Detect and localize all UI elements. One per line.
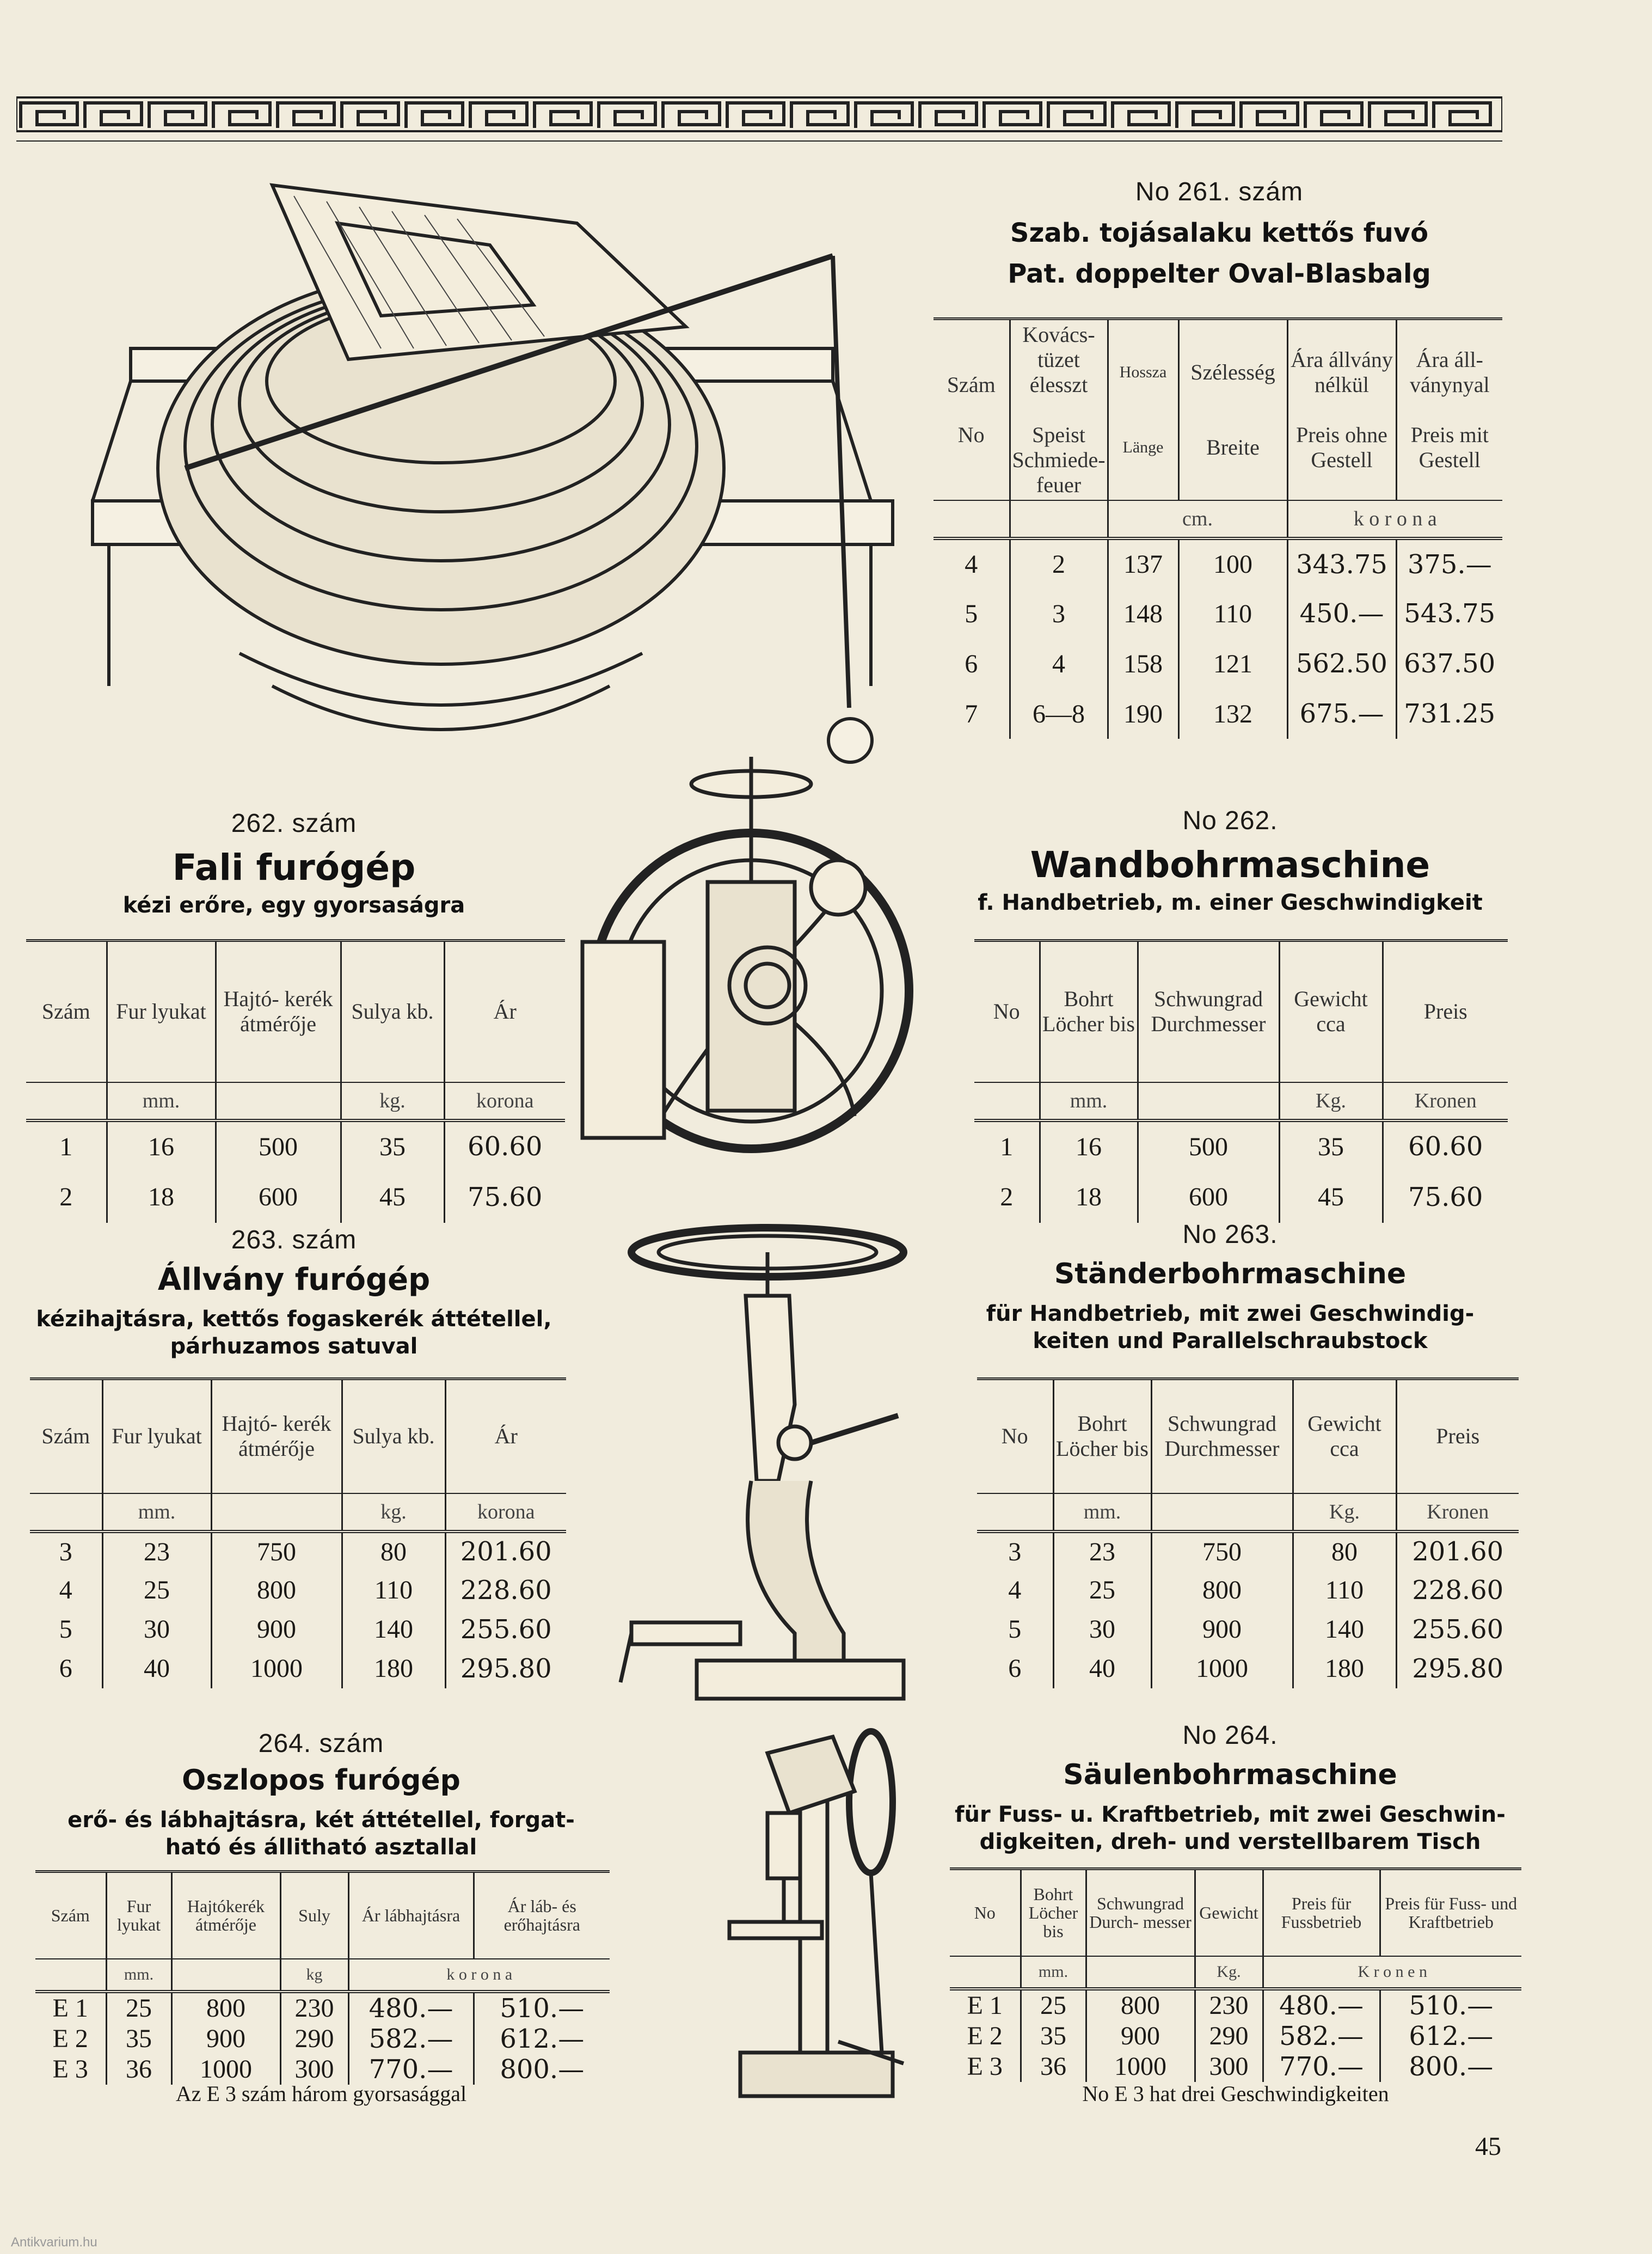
item262-title-hu: Fali furógép [172, 847, 416, 889]
col-szam: Szám [947, 372, 996, 397]
item263-hu-cell: 110 [342, 1571, 445, 1610]
item261-cell: 4 [965, 550, 978, 579]
item263-hu-cell: 800 [211, 1571, 342, 1610]
item264-table-de [950, 1867, 1521, 2082]
item263-de-header: Bohrt Löcher bis [1053, 1379, 1151, 1493]
item261-cell: 100 [1178, 538, 1287, 589]
item262-table-de [974, 939, 1508, 1223]
item263-hu-cell: 80 [342, 1532, 445, 1571]
item261-cell: 6 [965, 649, 978, 678]
item261-cell: 731.25 [1396, 689, 1502, 739]
border-key-glyph [470, 103, 527, 128]
item261-cell: 4 [1010, 639, 1108, 689]
item263-hu-header: Ár [445, 1379, 566, 1493]
col-speist: Speist Schmiede- feuer [1012, 422, 1106, 497]
item262-hu-unit: korona [444, 1082, 565, 1120]
item262-title-de: Wandbohrmaschine [1030, 844, 1430, 886]
col-preis-mit: Preis mit Gestell [1410, 422, 1489, 472]
border-key-glyph [213, 103, 270, 128]
item263-de-cell: 140 [1293, 1610, 1396, 1649]
item262-de-header: Schwungrad Durchmesser [1138, 941, 1279, 1082]
item264-de-header: No [950, 1869, 1021, 1956]
item264-hu-row [35, 2054, 610, 2085]
item264-hu-cell: 230 [280, 1992, 348, 2024]
item262-hu-unit: kg. [341, 1082, 444, 1120]
item264-hu-cell: 612.— [474, 2024, 610, 2054]
border-key-glyph [342, 103, 398, 128]
item264-hu-cell: 800.— [474, 2054, 610, 2085]
item263-sub1-hu: kézihajtásra, kettős fogaskerék áttétellel, [36, 1307, 552, 1332]
item261-number: No 261. szám [1135, 177, 1304, 206]
item264-sub1-de: für Fuss- u. Kraftbetrieb, mit zwei Geschwin- [955, 1802, 1506, 1827]
item264-title-de: Säulenbohrmaschine [1063, 1759, 1397, 1791]
item263-hu-unit [211, 1493, 342, 1532]
item261-cell: 121 [1178, 639, 1287, 689]
item263-de-header: No [977, 1379, 1053, 1493]
item264-hu-header: Fur lyukat [106, 1872, 171, 1959]
item264-de-cell: 230 [1195, 1989, 1263, 2021]
item264-de-header: Preis für Fuss- und Kraftbetrieb [1380, 1869, 1521, 1956]
item263-sub1-de: für Handbetrieb, mit zwei Geschwindig- [986, 1301, 1475, 1326]
item264-hu-header: Suly [280, 1872, 348, 1959]
item263-de-cell: 5 [1008, 1615, 1022, 1644]
item263-de-cell: 295.80 [1396, 1649, 1519, 1688]
item263-de-cell: 228.60 [1396, 1571, 1519, 1610]
item263-de-row [977, 1571, 1519, 1610]
item261-cell: 6—8 [1010, 689, 1108, 739]
item262-hu-unit [216, 1082, 341, 1120]
item262-de-cell: 500 [1138, 1120, 1279, 1172]
item264-de-cell: 1000 [1086, 2051, 1195, 2082]
item261-cell: 110 [1178, 589, 1287, 639]
item263-de-cell: 3 [1008, 1537, 1022, 1566]
item262-de-unit: Kronen [1383, 1082, 1508, 1120]
item264-hu-cell: 25 [106, 1992, 171, 2024]
item263-hu-row [30, 1649, 566, 1688]
item262-de-cell: 75.60 [1383, 1172, 1508, 1223]
item262-hu-cell: 2 [59, 1183, 73, 1211]
item264-de-header: Schwungrad Durch- messer [1086, 1869, 1195, 1956]
col-lange: Länge [1122, 438, 1164, 456]
item264-hu-unit [171, 1959, 280, 1992]
item264-de-row [950, 1989, 1521, 2021]
item263-hu-cell: 201.60 [445, 1532, 566, 1571]
item263-de-cell: 201.60 [1396, 1532, 1519, 1571]
item262-hu-unit: mm. [107, 1082, 216, 1120]
item264-hu-row [35, 2024, 610, 2054]
item261-cell: 562.50 [1287, 639, 1396, 689]
item263-hu-cell: 6 [59, 1654, 72, 1683]
item262-hu-header: Ár [444, 941, 565, 1082]
border-key-glyph [535, 103, 591, 128]
item262-hu-row [26, 1120, 565, 1172]
item264-de-cell: 800.— [1380, 2051, 1521, 2082]
item261-cell: 375.— [1396, 538, 1502, 589]
col-ara-mit: Ára áll- ványnyal [1409, 347, 1490, 397]
item261-row [934, 639, 1502, 689]
item263-table-hu [30, 1377, 566, 1688]
item262-hu-cell: 16 [107, 1120, 216, 1172]
item262-sub-de: f. Handbetrieb, m. einer Geschwindigkeit [978, 890, 1483, 915]
item263-hu-cell: 228.60 [445, 1571, 566, 1610]
border-key-glyph [1305, 103, 1362, 128]
item264-de-cell: E 1 [967, 1991, 1003, 2020]
item263-de-unit: Kg. [1293, 1493, 1396, 1532]
item263-hu-row [30, 1532, 566, 1571]
item264-hu-unit: kg [280, 1959, 348, 1992]
item263-hu-cell: 5 [59, 1615, 72, 1644]
item262-de-cell: 60.60 [1383, 1120, 1508, 1172]
item262-de-cell: 16 [1040, 1120, 1138, 1172]
item263-de-cell: 80 [1293, 1532, 1396, 1571]
item263-de-cell: 800 [1151, 1571, 1293, 1610]
decorative-border [16, 95, 1502, 133]
item262-de-cell: 1 [1000, 1132, 1014, 1161]
item262-sub-hu: kézi erőre, egy gyorsaságra [122, 893, 465, 918]
item264-de-cell: 480.— [1263, 1989, 1380, 2021]
item264-hu-cell: E 1 [52, 1994, 88, 2023]
item262-hu-unit [26, 1082, 107, 1120]
border-key-glyph [1177, 103, 1233, 128]
item264-de-header: Preis für Fussbetrieb [1263, 1869, 1380, 1956]
item262-de-row [974, 1172, 1508, 1223]
item263-de-row [977, 1649, 1519, 1688]
border-key-glyph [406, 103, 463, 128]
column-drill-illustration [708, 1715, 914, 2107]
item263-de-header: Schwungrad Durchmesser [1151, 1379, 1293, 1493]
item264-hu-cell: 582.— [348, 2024, 474, 2054]
item262-de-unit: mm. [1040, 1082, 1138, 1120]
item261-cell: 190 [1108, 689, 1178, 739]
item264-de-unit: Kg. [1195, 1956, 1263, 1989]
item264-hu-header: Hajtókerék átmérője [171, 1872, 280, 1959]
border-key-glyph [920, 103, 977, 128]
item262-hu-cell: 600 [216, 1172, 341, 1223]
border-key-glyph [727, 103, 784, 128]
item262-hu-header: Fur lyukat [107, 941, 216, 1082]
item264-de-cell: 290 [1195, 2021, 1263, 2051]
item261-cell: 2 [1010, 538, 1108, 589]
item264-hu-cell: 770.— [348, 2054, 474, 2085]
item263-number-hu: 263. szám [231, 1226, 357, 1254]
item264-hu-row [35, 1992, 610, 2024]
item263-title-hu: Állvány furógép [157, 1262, 431, 1297]
item263-de-header: Preis [1396, 1379, 1519, 1493]
item264-hu-cell: 480.— [348, 1992, 474, 2024]
item264-hu-unit: k o r o n a [348, 1959, 610, 1992]
item264-de-cell: E 2 [967, 2022, 1003, 2050]
border-key-glyph [984, 103, 1041, 128]
item262-de-row [974, 1120, 1508, 1172]
item263-hu-unit: korona [445, 1493, 566, 1532]
item263-hu-cell: 750 [211, 1532, 342, 1571]
item263-de-cell: 40 [1053, 1649, 1151, 1688]
item263-hu-cell: 180 [342, 1649, 445, 1688]
item262-de-cell: 45 [1279, 1172, 1383, 1223]
item262-hu-row [26, 1172, 565, 1223]
item264-de-cell: E 3 [967, 2052, 1003, 2081]
item262-hu-cell: 75.60 [444, 1172, 565, 1223]
item263-number-de: No 263. [1182, 1220, 1278, 1249]
item264-de-cell: 25 [1021, 1989, 1086, 2021]
item264-de-unit [1086, 1956, 1195, 1989]
item263-de-cell: 180 [1293, 1649, 1396, 1688]
item263-de-unit [977, 1493, 1053, 1532]
border-key-glyph [1434, 103, 1490, 128]
border-key-glyph [1241, 103, 1298, 128]
watermark: Antikvarium.hu [11, 2235, 97, 2250]
item262-de-cell: 600 [1138, 1172, 1279, 1223]
item263-hu-cell: 3 [59, 1537, 72, 1566]
item263-de-cell: 110 [1293, 1571, 1396, 1610]
item261-cell: 637.50 [1396, 639, 1502, 689]
item263-hu-cell: 900 [211, 1610, 342, 1649]
item263-hu-unit [30, 1493, 102, 1532]
item263-de-cell: 23 [1053, 1532, 1151, 1571]
item264-de-cell: 510.— [1380, 1989, 1521, 2021]
pillar-drill-illustration [615, 1220, 920, 1710]
item261-cell: 543.75 [1396, 589, 1502, 639]
item264-hu-cell: 35 [106, 2024, 171, 2054]
item261-cell: 450.— [1287, 589, 1396, 639]
page-number: 45 [1475, 2132, 1501, 2161]
item264-number-hu: 264. szám [258, 1729, 384, 1758]
border-key-glyph [599, 103, 655, 128]
item264-de-cell: 300 [1195, 2051, 1263, 2082]
item262-number-de: No 262. [1182, 806, 1278, 835]
header-rule [16, 140, 1502, 142]
item264-de-unit: K r o n e n [1263, 1956, 1521, 1989]
item263-de-cell: 255.60 [1396, 1610, 1519, 1649]
item264-de-unit: mm. [1021, 1956, 1086, 1989]
item262-hu-cell: 500 [216, 1120, 341, 1172]
item264-de-cell: 612.— [1380, 2021, 1521, 2051]
item264-hu-cell: 1000 [171, 2054, 280, 2085]
item264-hu-header: Ár láb- és erőhajtásra [474, 1872, 610, 1959]
item263-de-cell: 900 [1151, 1610, 1293, 1649]
item264-de-header: Bohrt Löcher bis [1021, 1869, 1086, 1956]
item264-hu-header: Szám [35, 1872, 106, 1959]
item264-hu-cell: 510.— [474, 1992, 610, 2024]
wall-drill-illustration [572, 746, 920, 1181]
item263-hu-cell: 140 [342, 1610, 445, 1649]
item264-hu-cell: 800 [171, 1992, 280, 2024]
border-key-glyph [21, 103, 77, 128]
item261-cell: 675.— [1287, 689, 1396, 739]
item264-hu-cell: E 3 [52, 2055, 88, 2084]
border-key-glyph [1048, 103, 1105, 128]
col-szelesseg: Szélesség [1190, 360, 1275, 384]
item262-de-cell: 35 [1279, 1120, 1383, 1172]
item262-number-hu: 262. szám [231, 809, 357, 838]
col-kovacs: Kovács- tüzet élesszt [1022, 322, 1095, 397]
border-key-glyph [856, 103, 912, 128]
item261-title-de: Pat. doppelter Oval-Blasbalg [1008, 259, 1431, 289]
item262-hu-header: Hajtó- kerék átmérője [216, 941, 341, 1082]
item262-hu-cell: 18 [107, 1172, 216, 1223]
item264-hu-cell: 36 [106, 2054, 171, 2085]
col-preis-ohne: Preis ohne Gestell [1296, 422, 1387, 472]
item262-hu-cell: 45 [341, 1172, 444, 1223]
item263-de-unit: mm. [1053, 1493, 1151, 1532]
item264-hu-header: Ár lábhajtásra [348, 1872, 474, 1959]
item263-hu-header: Fur lyukat [102, 1379, 211, 1493]
item263-hu-cell: 25 [102, 1571, 211, 1610]
item262-de-header: No [974, 941, 1040, 1082]
item264-hu-cell: 900 [171, 2024, 280, 2054]
col-breite: Breite [1206, 435, 1260, 460]
item264-de-cell: 770.— [1263, 2051, 1380, 2082]
item263-sub2-hu: párhuzamos satuval [170, 1334, 418, 1359]
item264-note-hu: Az E 3 szám három gyorsasággal [175, 2081, 467, 2106]
item262-hu-header: Szám [26, 941, 107, 1082]
item261-cell: 137 [1108, 538, 1178, 589]
item264-de-cell: 800 [1086, 1989, 1195, 2021]
item261-table [934, 317, 1502, 739]
item263-sub2-de: keiten und Parallelschraubstock [1033, 1328, 1428, 1353]
item261-cell: 7 [965, 699, 978, 728]
item264-de-row [950, 2021, 1521, 2051]
item263-de-cell: 30 [1053, 1610, 1151, 1649]
unit-cm: cm. [1108, 500, 1287, 538]
item263-hu-cell: 30 [102, 1610, 211, 1649]
item261-row [934, 589, 1502, 639]
item263-hu-header: Hajtó- kerék átmérője [211, 1379, 342, 1493]
item263-de-unit [1151, 1493, 1293, 1532]
item261-row [934, 689, 1502, 739]
item264-hu-cell: 300 [280, 2054, 348, 2085]
item264-de-cell: 35 [1021, 2021, 1086, 2051]
col-hossza: Hossza [1119, 363, 1167, 381]
item263-hu-cell: 295.80 [445, 1649, 566, 1688]
item263-hu-cell: 255.60 [445, 1610, 566, 1649]
item263-hu-unit: kg. [342, 1493, 445, 1532]
item264-hu-cell: E 2 [52, 2024, 88, 2053]
item264-de-row [950, 2051, 1521, 2082]
item263-hu-cell: 40 [102, 1649, 211, 1688]
item263-de-cell: 6 [1008, 1654, 1022, 1683]
item264-sub2-hu: ható és állitható asztallal [165, 1835, 477, 1860]
item263-de-cell: 750 [1151, 1532, 1293, 1571]
item262-hu-header: Sulya kb. [341, 941, 444, 1082]
item261-cell: 3 [1010, 589, 1108, 639]
item262-table-hu [26, 939, 565, 1223]
item262-de-header: Gewicht cca [1279, 941, 1383, 1082]
item264-de-header: Gewicht [1195, 1869, 1263, 1956]
item262-hu-cell: 35 [341, 1120, 444, 1172]
item263-hu-row [30, 1610, 566, 1649]
item263-de-row [977, 1610, 1519, 1649]
border-key-glyph [149, 103, 206, 128]
item264-de-cell: 36 [1021, 2051, 1086, 2082]
border-key-glyph [85, 103, 142, 128]
item264-de-cell: 582.— [1263, 2021, 1380, 2051]
item262-de-cell: 18 [1040, 1172, 1138, 1223]
item262-hu-cell: 60.60 [444, 1120, 565, 1172]
border-key-glyph [1113, 103, 1169, 128]
item263-de-cell: 4 [1008, 1576, 1022, 1604]
border-key-glyph [791, 103, 848, 128]
col-no: No [957, 422, 985, 447]
border-key-glyph [663, 103, 720, 128]
col-ara-nelkul: Ára állvány nélkül [1291, 347, 1393, 397]
item263-de-row [977, 1532, 1519, 1571]
item264-hu-cell: 290 [280, 2024, 348, 2054]
item264-number-de: No 264. [1182, 1721, 1278, 1750]
item263-hu-cell: 23 [102, 1532, 211, 1571]
item262-hu-cell: 1 [59, 1132, 73, 1161]
unit-korona: k o r o n a [1287, 500, 1502, 538]
border-key-glyph [1369, 103, 1426, 128]
item262-de-unit [1138, 1082, 1279, 1120]
item263-hu-header: Szám [30, 1379, 102, 1493]
border-key-glyph [278, 103, 334, 128]
item264-sub2-de: digkeiten, dreh- und verstellbarem Tisch [979, 1829, 1481, 1854]
bellows-illustration [44, 163, 904, 779]
item263-de-cell: 1000 [1151, 1649, 1293, 1688]
item262-de-unit: Kg. [1279, 1082, 1383, 1120]
item261-row [934, 538, 1502, 589]
item262-de-cell: 2 [1000, 1183, 1014, 1211]
item263-table-de [977, 1377, 1519, 1688]
item261-cell: 132 [1178, 689, 1287, 739]
item264-de-cell: 900 [1086, 2021, 1195, 2051]
item264-table-hu [35, 1870, 610, 2085]
item263-hu-row [30, 1571, 566, 1610]
item262-de-header: Bohrt Löcher bis [1040, 941, 1138, 1082]
item263-de-unit: Kronen [1396, 1493, 1519, 1532]
item262-de-header: Preis [1383, 941, 1508, 1082]
item261-cell: 5 [965, 599, 978, 628]
item261-cell: 158 [1108, 639, 1178, 689]
item263-de-header: Gewicht cca [1293, 1379, 1396, 1493]
item263-de-cell: 25 [1053, 1571, 1151, 1610]
item263-hu-cell: 1000 [211, 1649, 342, 1688]
item264-title-hu: Oszlopos furógép [182, 1764, 460, 1797]
item264-note-de: No E 3 hat drei Geschwindigkeiten [1082, 2081, 1389, 2106]
item264-hu-unit [35, 1959, 106, 1992]
item263-hu-header: Sulya kb. [342, 1379, 445, 1493]
item263-hu-cell: 4 [59, 1576, 72, 1604]
item264-de-unit [950, 1956, 1021, 1989]
item261-cell: 343.75 [1287, 538, 1396, 589]
item261-title-hu: Szab. tojásalaku kettős fuvó [1010, 218, 1429, 248]
item262-de-unit [974, 1082, 1040, 1120]
item261-cell: 148 [1108, 589, 1178, 639]
item263-title-de: Ständerbohrmaschine [1054, 1258, 1407, 1290]
item263-hu-unit: mm. [102, 1493, 211, 1532]
item264-sub1-hu: erő- és lábhajtásra, két áttétellel, forgat- [67, 1808, 575, 1833]
item264-hu-unit: mm. [106, 1959, 171, 1992]
